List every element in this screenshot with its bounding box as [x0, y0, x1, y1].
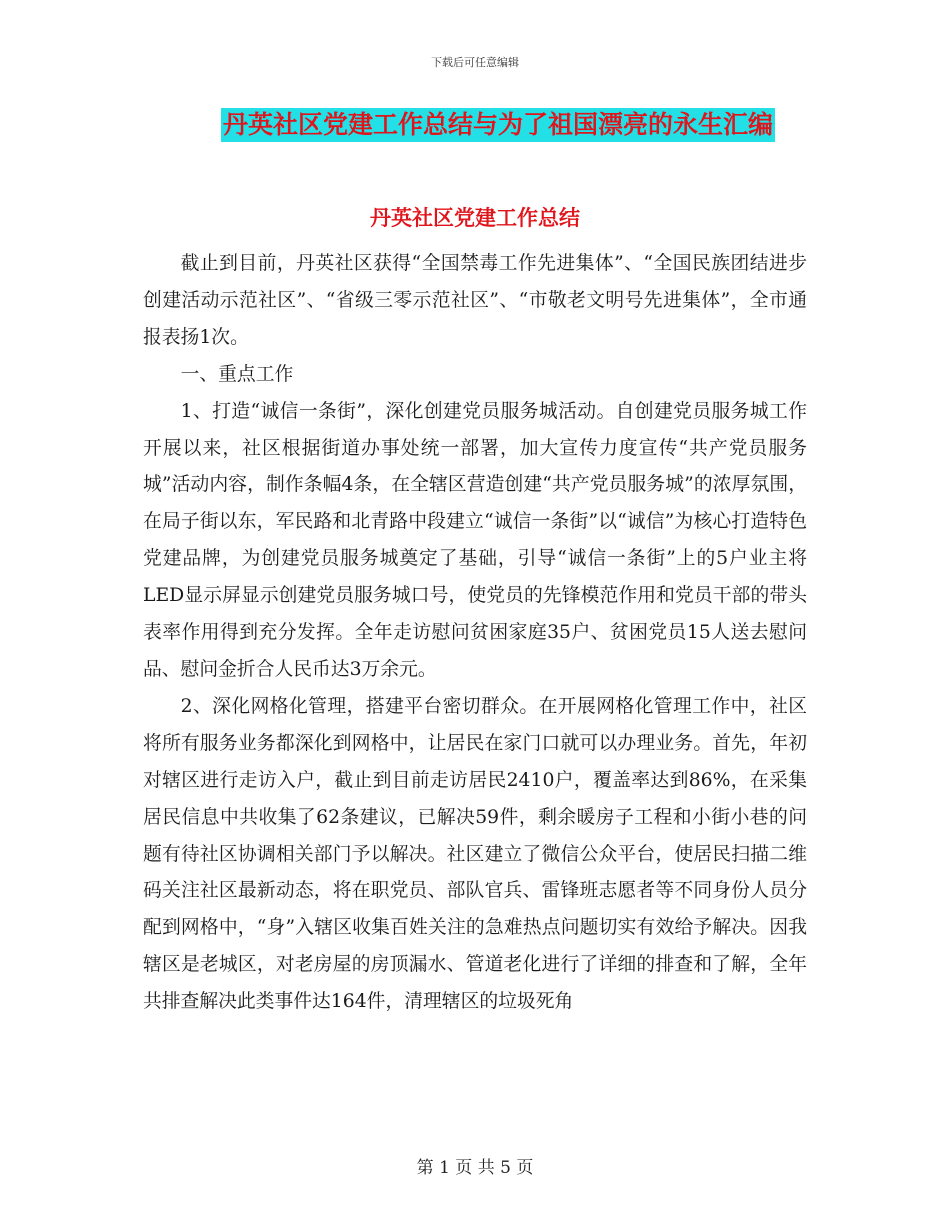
page-number: 第 1 页 共 5 页	[416, 1158, 534, 1178]
main-title-container	[0, 108, 950, 142]
paragraph-awards: 截止到目前，丹英社区获得“全国禁毒工作先进集体”、“全国民族团结进步创建活动示范社区”、“省级三零示范社区”、“市敬老文明号先进集体”，全市通报表扬1次。	[143, 253, 807, 348]
section-title: 丹英社区党建工作总结	[370, 206, 580, 230]
header-note: 下载后可任意编辑	[431, 56, 519, 69]
paragraph-integrity-street: 1、打造“诚信一条街”，深化创建党员服务城活动。自创建党员服务城工作开展以来，社区根据街道办事处统一部署，加大宣传力度宣传“共产党员服务城”活动内容，制作条幅4条，在全辖区营造创建“共产党员服务城”的浓厚氛围，在局子街以东，军民路和北青路中段建立“诚信一条街”以“诚信”为核心打造特色党建品牌，为创建党员服务城奠定了基础，引导“诚信一条街”上的5户业主将LED显示屏显示创建党员服务城口号，使党员的先锋模范作用和党员干部的带头表率作用得到充分发挥。全年走访慰问贫困家庭35户、贫困党员15人送去慰问品、慰问金折合人民币达3万余元。	[143, 400, 807, 680]
paragraph-heading-key-work: 一、重点工作	[180, 363, 294, 385]
paragraph-grid-management: 2、深化网格化管理，搭建平台密切群众。在开展网格化管理工作中，社区将所有服务业务都深化到网格中，让居民在家门口就可以办理业务。首先，年初对辖区进行走访入户，截止到目前走访居民2410户，覆盖率达到86%，在采集居民信息中共收集了62条建议，已解决59件，剩余暖房子工程和小街小巷的问题有待社区协调相关部门予以解决。社区建立了微信公众平台，使居民扫描二维码关注社区最新动态，将在职党员、部队官兵、雷锋班志愿者等不同身份人员分配到网格中，“身”入辖区收集百姓关注的急难热点问题切实有效给予解决。因我辖区是老城区，对老房屋的房顶漏水、管道老化进行了详细的排查和了解，全年共排查解决此类事件达164件，清理辖区的垃圾死角	[143, 695, 807, 1013]
document-title: 丹英社区党建工作总结与为了祖国漂亮的永生汇编	[221, 108, 775, 142]
document-body	[143, 246, 807, 1021]
